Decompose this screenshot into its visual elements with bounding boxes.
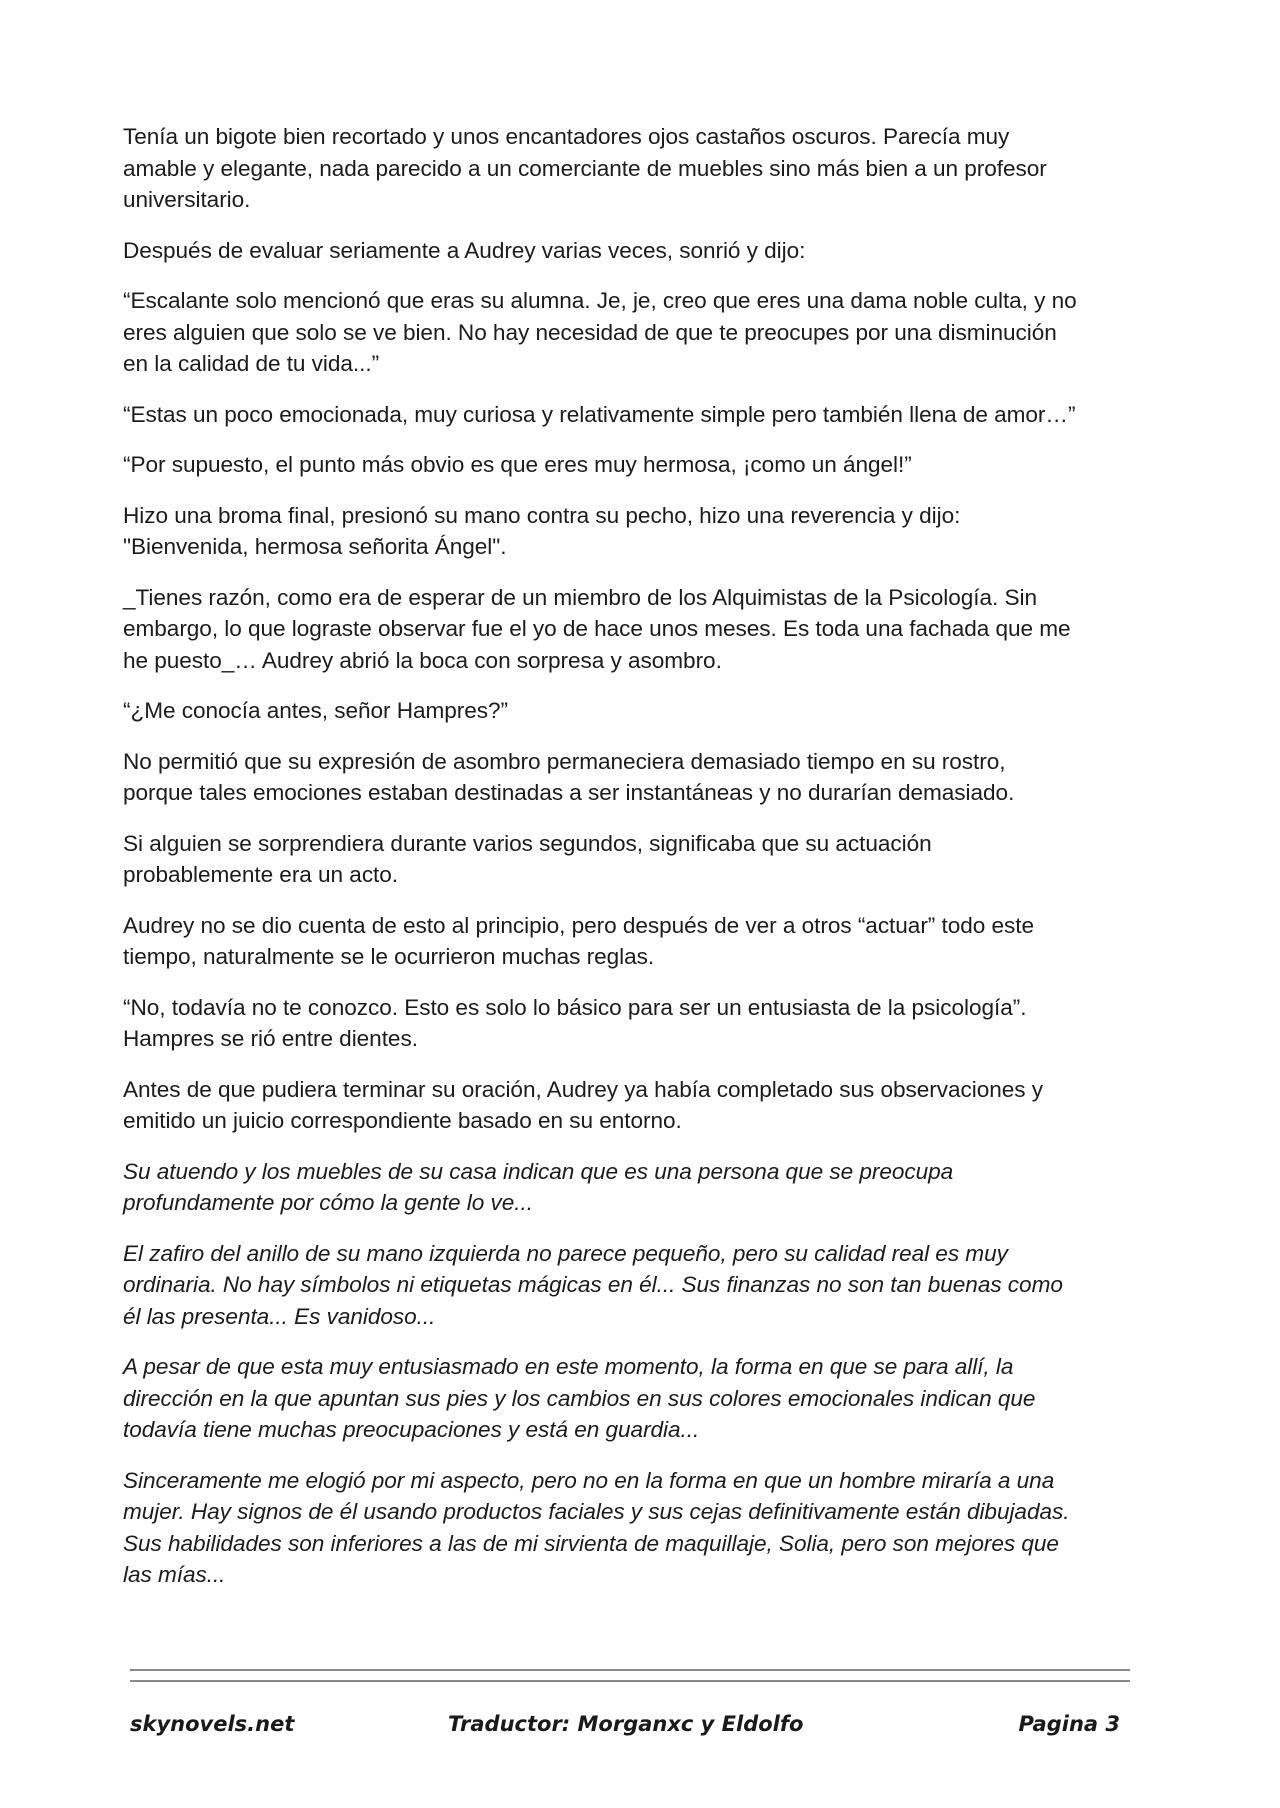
- paragraph: “¿Me conocía antes, señor Hampres?”: [123, 698, 509, 723]
- footer-page-number: Pagina 3: [1018, 1712, 1120, 1736]
- paragraph: Antes de que pudiera terminar su oración, Audrey ya había completado sus observaciones y emitido un juicio correspondiente basado en su entorno.: [123, 1076, 1043, 1133]
- paragraph: Hizo una broma final, presionó su mano contra su pecho, hizo una reverencia y dijo: "Bienvenida, hermosa señorita Ángel".: [123, 502, 961, 559]
- paragraph: Si alguien se sorprendiera durante varios segundos, significaba que su actuación probablemente era un acto.: [123, 830, 932, 887]
- paragraph: Audrey no se dio cuenta de esto al principio, pero después de ver a otros “actuar” todo este tiempo, naturalmente se le ocurrieron muchas reglas.: [123, 912, 1034, 969]
- paragraph: No permitió que su expresión de asombro permaneciera demasiado tiempo en su rostro, porque tales emociones estaban destinadas a ser instantáneas y no durarían demasiado.: [123, 748, 1015, 805]
- italic-paragraph: Sinceramente me elogió por mi aspecto, pero no en la forma en que un hombre miraría a una mujer. Hay signos de él usando productos faciales y sus cejas definitivamente están dibujadas. Sus habilidades son inferiores a las de mi sirvienta de maquillaje, Solia, pero son mejores que las mías...: [123, 1467, 1070, 1587]
- footer-translator-credit: Traductor: Morganxc y Eldolfo: [448, 1712, 804, 1736]
- italic-paragraph: Su atuendo y los muebles de su casa indican que es una persona que se preocupa profundamente por cómo la gente lo ve...: [123, 1158, 954, 1215]
- document-body: [123, 121, 1143, 1610]
- footer-divider-bottom: [130, 1680, 1130, 1682]
- paragraph: “Estas un poco emocionada, muy curiosa y relativamente simple pero también llena de amor…”: [123, 401, 1076, 427]
- paragraph: “Escalante solo mencionó que eras su alumna. Je, je, creo que eres una dama noble culta, y no eres alguien que solo se ve bien. No hay necesidad de que te preocupes por una disminución en la calidad de tu vida...”: [123, 288, 1077, 376]
- paragraph: Tenía un bigote bien recortado y unos encantadores ojos castaños oscuros. Parecía muy amable y elegante, nada parecido a un comerciante de muebles sino más bien a un profesor universitario.: [123, 124, 1047, 212]
- footer-site-name: skynovels.net: [130, 1712, 295, 1736]
- paragraph: “No, todavía no te conozco. Esto es solo lo básico para ser un entusiasta de la psicología”. Hampres se rió entre dientes.: [123, 994, 1027, 1051]
- italic-paragraph: El zafiro del anillo de su mano izquierda no parece pequeño, pero su calidad real es muy ordinaria. No hay símbolos ni etiquetas mágicas en él... Sus finanzas no son tan buenas como él las presenta... Es vanidoso...: [123, 1240, 1063, 1329]
- footer-divider-top: [130, 1669, 1130, 1671]
- paragraph: Después de evaluar seriamente a Audrey varias veces, sonrió y dijo:: [123, 237, 806, 263]
- italic-paragraph: A pesar de que esta muy entusiasmado en este momento, la forma en que se para allí, la dirección en la que apuntan sus pies y los cambios en sus colores emocionales indican que todavía tiene muchas preocupaciones y está en guardia...: [123, 1354, 1036, 1442]
- paragraph: “Por supuesto, el punto más obvio es que eres muy hermosa, ¡como un ángel!”: [123, 452, 912, 477]
- paragraph: _Tienes razón, como era de esperar de un miembro de los Alquimistas de la Psicología. Sin embargo, lo que lograste observar fue el yo de hace unos meses. Es toda una fachada que me he puesto_… Audrey abrió la boca con sorpresa y asombro.: [123, 584, 1071, 673]
- page-footer: [130, 1712, 1130, 1744]
